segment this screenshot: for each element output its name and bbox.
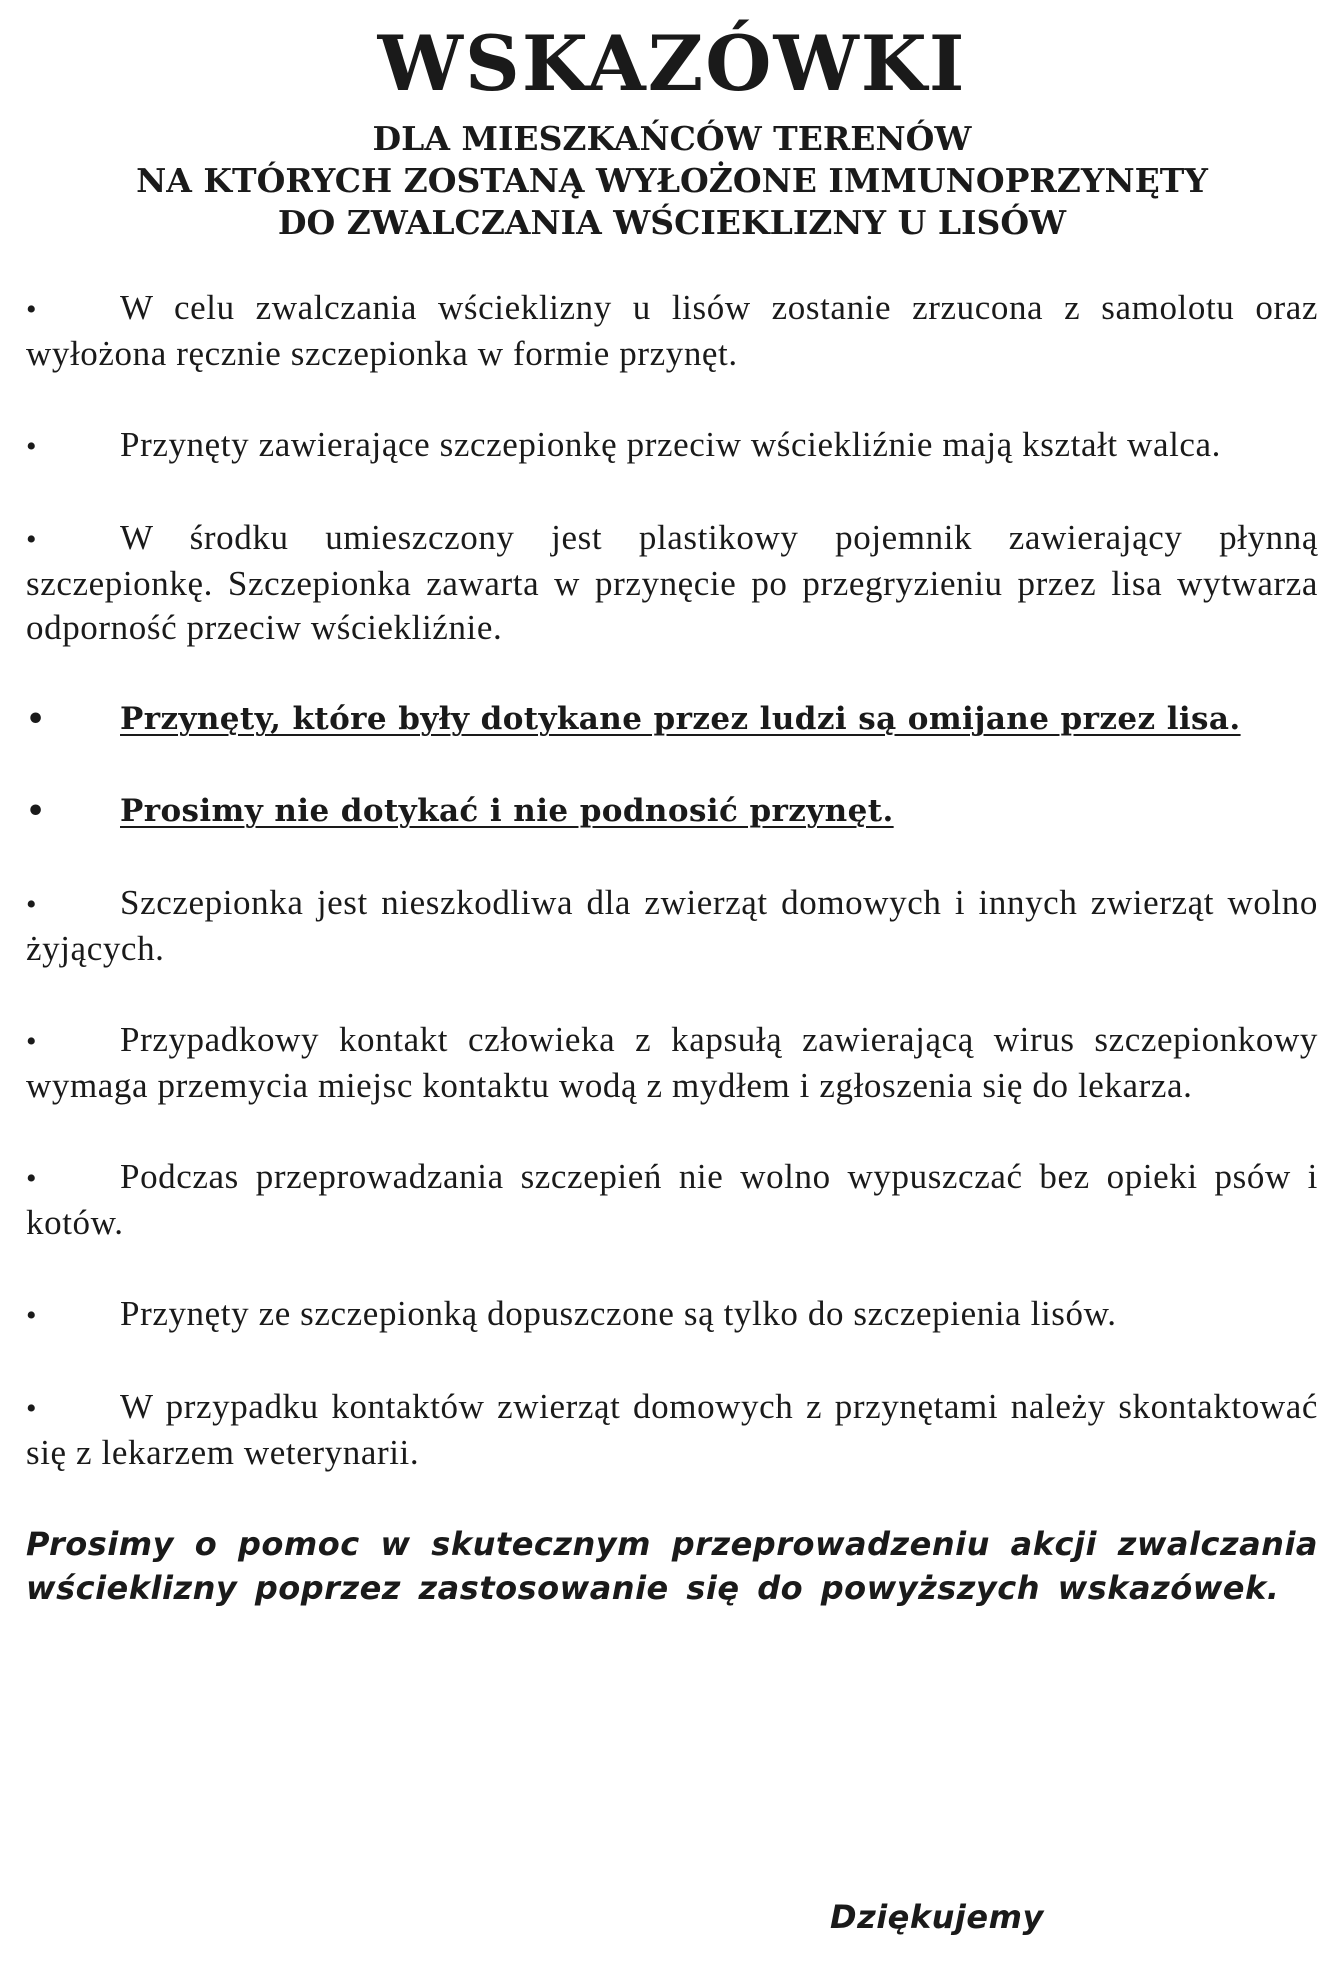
bullet-icon: • (26, 523, 38, 556)
guideline-item (26, 286, 1318, 376)
thanks-signoff: Dziękujemy (830, 1898, 1044, 1936)
bullet-icon: • (26, 1392, 38, 1425)
guideline-text: Przynęty zawierające szczepionkę przeciw wściekliźnie mają kształt walca. (120, 425, 1222, 464)
guideline-item (26, 423, 1318, 469)
bullet-icon: • (26, 1162, 38, 1195)
guideline-item (26, 881, 1318, 971)
notice-subtitle (26, 118, 1318, 244)
bullet-icon: • (26, 888, 38, 921)
guideline-text: Przynęty ze szczepionką dopuszczone są tylko do szczepienia lisów. (120, 1294, 1117, 1333)
bullet-icon: • (26, 702, 46, 737)
guideline-item (26, 1155, 1318, 1245)
closing-appeal: Prosimy o pomoc w skutecznym przeprowadzeniu akcji zwalczania wścieklizny poprzez zastosowanie się do powyższych wskazówek. (26, 1525, 1318, 1607)
subtitle-line: NA KTÓRYCH ZOSTANĄ WYŁOŻONE IMMUNOPRZYNĘTY (136, 161, 1208, 200)
bullet-icon: • (26, 293, 38, 326)
bullet-icon: • (26, 794, 46, 829)
subtitle-line: DLA MIESZKAŃCÓW TERENÓW (372, 119, 972, 158)
guideline-text: W celu zwalczania wścieklizny u lisów zostanie zrzucona z samolotu oraz wyłożona ręcznie szczepionka w formie przynęt. (26, 288, 1318, 373)
guideline-text: W środku umieszczony jest plastikowy pojemnik zawierający płynną szczepionkę. Szczepionka zawarta w przynęcie po przegryzieniu przez lisa wytwarza odporność przeciw wściekliźnie. (26, 518, 1318, 647)
guidelines-list (26, 286, 1318, 1475)
guideline-item (26, 1018, 1318, 1108)
guideline-item (26, 1292, 1318, 1338)
notice-title: WSKAZÓWKI (377, 19, 967, 108)
subtitle-line: DO ZWALCZANIA WŚCIEKLIZNY U LISÓW (277, 203, 1067, 242)
guideline-item-warning (26, 697, 1318, 742)
guideline-item-warning (26, 789, 1318, 834)
guideline-text: Prosimy nie dotykać i nie podnosić przynęt. (120, 793, 894, 829)
bullet-icon: • (26, 1299, 38, 1332)
guideline-text: W przypadku kontaktów zwierząt domowych z przynętami należy skontaktować się z lekarzem weterynarii. (26, 1387, 1318, 1472)
guideline-text: Szczepionka jest nieszkodliwa dla zwierząt domowych i innych zwierząt wolno żyjących. (26, 883, 1318, 968)
guideline-item (26, 1385, 1318, 1475)
guideline-text: Podczas przeprowadzania szczepień nie wolno wypuszczać bez opieki psów i kotów. (26, 1157, 1318, 1242)
guideline-item (26, 516, 1318, 650)
guideline-text: Przynęty, które były dotykane przez ludzi są omijane przez lisa. (120, 701, 1241, 737)
bullet-icon: • (26, 430, 38, 463)
bullet-icon: • (26, 1025, 38, 1058)
guideline-text: Przypadkowy kontakt człowieka z kapsułą zawierającą wirus szczepionkowy wymaga przemycia miejsc kontaktu wodą z mydłem i zgłoszenia się do lekarza. (26, 1020, 1318, 1105)
